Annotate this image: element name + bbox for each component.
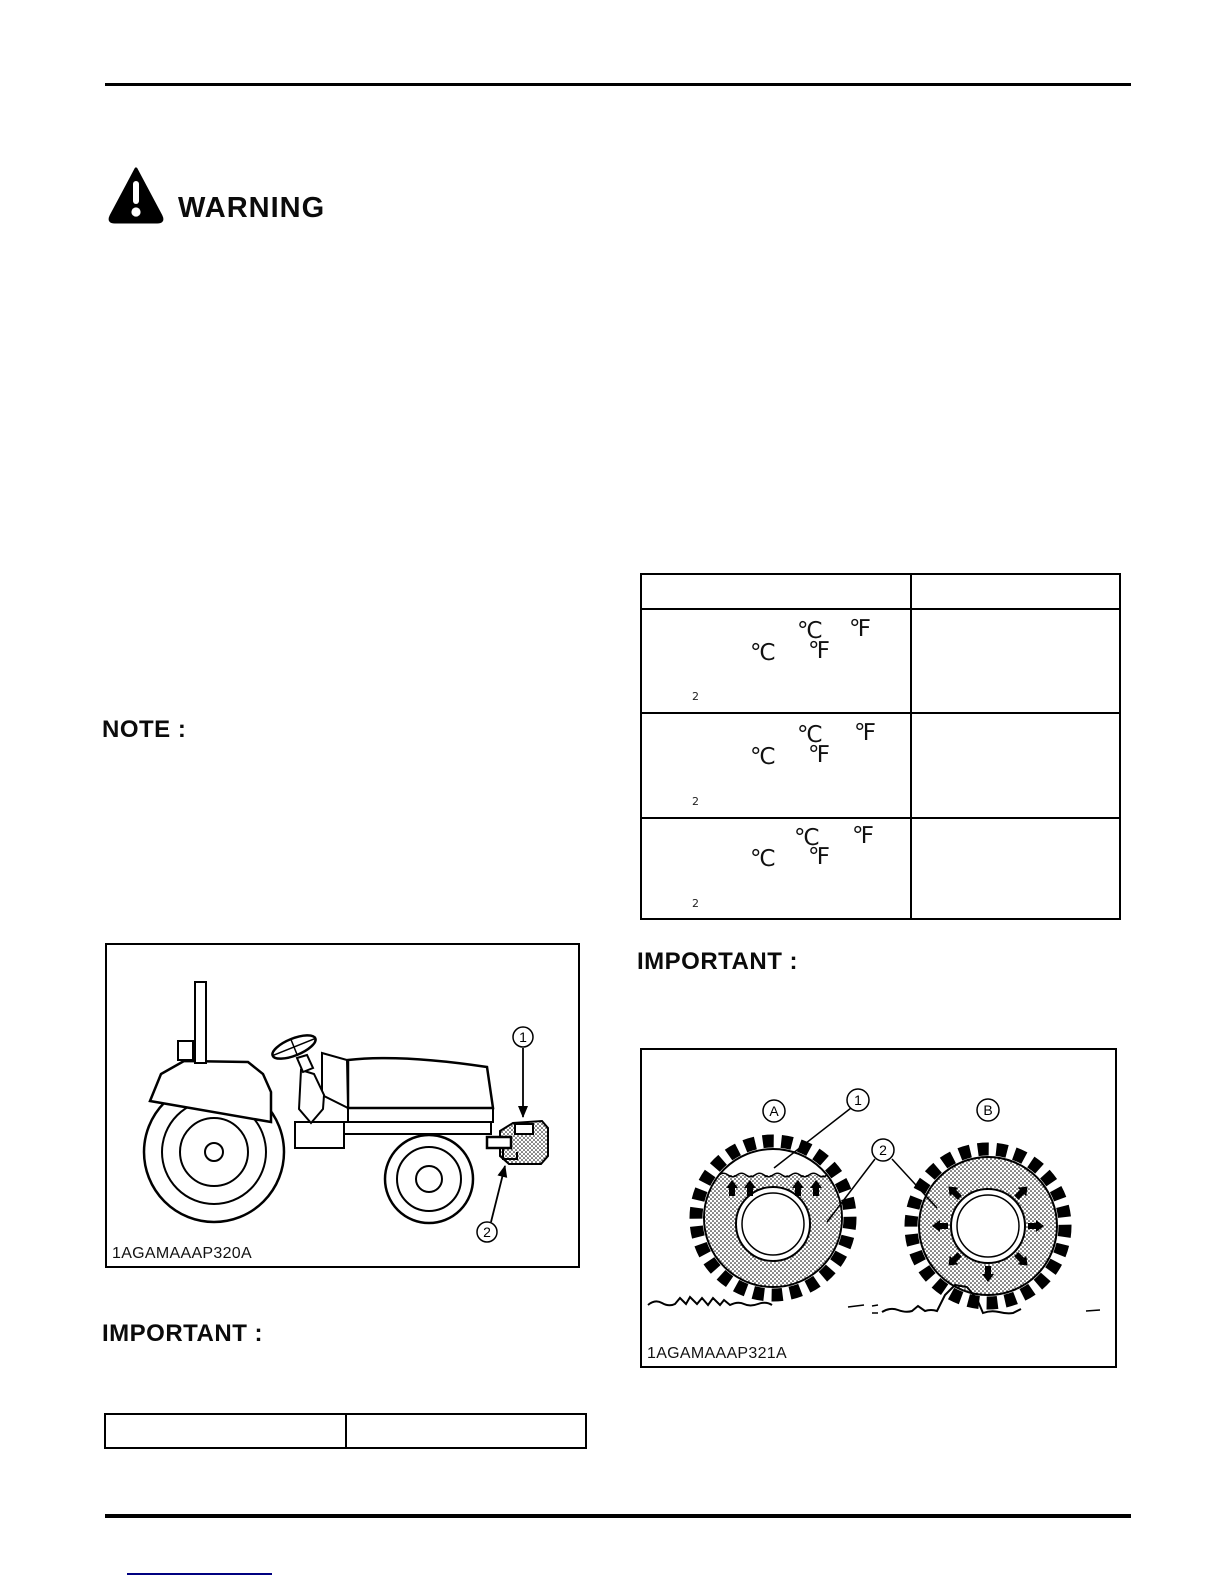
ground-dashdot-a — [848, 1305, 878, 1307]
fahrenheit-symbol: ℉ — [808, 844, 830, 870]
hood — [348, 1058, 493, 1108]
seat — [322, 1053, 348, 1108]
callout-2-arrow — [491, 1166, 505, 1222]
front-axle-bracket — [487, 1137, 511, 1148]
steering-stem — [297, 1055, 313, 1072]
label-b: B — [983, 1102, 993, 1118]
celsius-symbol: ℃ — [797, 618, 823, 644]
front-wheel — [385, 1135, 473, 1223]
lamp — [178, 1041, 193, 1060]
note-label: NOTE : — [102, 716, 187, 743]
callout-1-number: 1 — [854, 1092, 862, 1108]
celsius-symbol: ℃ — [750, 640, 776, 666]
top-rule — [105, 83, 1131, 86]
fahrenheit-symbol: ℉ — [852, 823, 874, 849]
subscript-2: 2 — [692, 795, 699, 808]
subscript-2: 2 — [692, 690, 699, 703]
callout-1-number: 1 — [519, 1029, 527, 1045]
callout-2-number: 2 — [483, 1224, 491, 1240]
small-table — [104, 1413, 587, 1449]
fahrenheit-symbol: ℉ — [808, 638, 830, 664]
tire-b-rim — [951, 1189, 1025, 1263]
figure-caption: 1AGAMAAAP320A — [112, 1245, 252, 1262]
footer-link-underline[interactable] — [127, 1573, 272, 1575]
table-row — [642, 819, 912, 918]
ballast-temperature-table — [640, 573, 1121, 920]
callout-2-number: 2 — [879, 1142, 887, 1158]
important-label-left: IMPORTANT : — [102, 1320, 264, 1347]
subscript-2: 2 — [692, 897, 699, 910]
table-column-divider — [345, 1415, 347, 1447]
tire-ballast-illustration — [642, 1050, 1115, 1366]
bottom-rule — [105, 1514, 1131, 1518]
celsius-symbol: ℃ — [794, 825, 820, 851]
chassis-upper — [348, 1108, 493, 1122]
warning-triangle-icon — [106, 166, 166, 226]
steering-wheel — [269, 1031, 318, 1064]
celsius-symbol: ℃ — [797, 722, 823, 748]
weight-slot — [515, 1124, 533, 1134]
fahrenheit-symbol: ℉ — [854, 720, 876, 746]
table-row — [642, 610, 912, 712]
muffler — [195, 982, 206, 1063]
warning-label: WARNING — [178, 192, 326, 224]
figure-tractor-front-weight — [105, 943, 580, 1268]
important-label-right: IMPORTANT : — [637, 948, 799, 975]
fahrenheit-symbol: ℉ — [849, 616, 871, 642]
tire-a — [696, 1141, 850, 1295]
tire-b — [911, 1149, 1065, 1303]
figure-caption: 1AGAMAAAP321A — [647, 1345, 787, 1362]
celsius-symbol: ℃ — [750, 846, 776, 872]
table-row — [642, 714, 912, 817]
label-a: A — [769, 1103, 779, 1119]
tractor-illustration — [107, 945, 578, 1266]
tire-a-rim — [736, 1187, 810, 1261]
operator-step — [295, 1122, 344, 1148]
celsius-symbol: ℃ — [750, 744, 776, 770]
steering-column — [299, 1070, 324, 1123]
fahrenheit-symbol: ℉ — [808, 742, 830, 768]
figure-tire-ballast — [640, 1048, 1117, 1368]
